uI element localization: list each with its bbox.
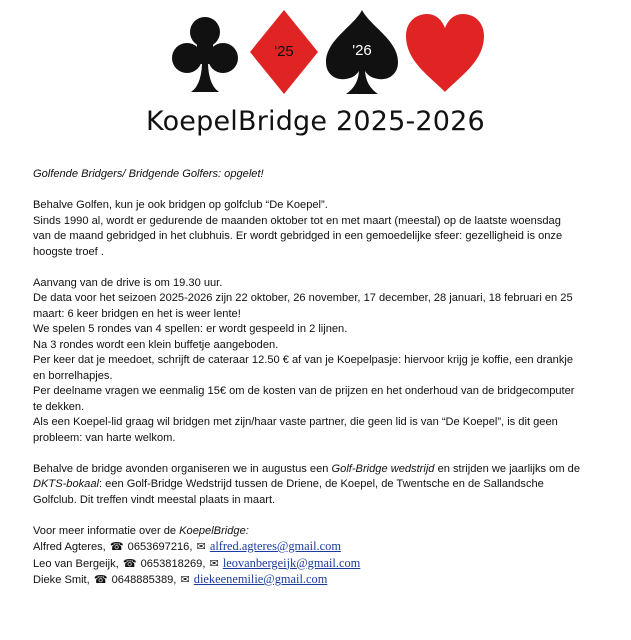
page-title: KoepelBridge 2025-2026 <box>146 106 485 137</box>
phone-icon: ☎ <box>109 541 124 553</box>
paragraph-line: Behalve de bridge avonden organiseren we in augustus een Golf-Bridge wedstrijd en strijden we jaarlijks om de <box>33 462 580 475</box>
contact-row <box>33 556 613 573</box>
paragraph-line: Na 3 rondes wordt een klein buffetje aangeboden. <box>33 338 279 351</box>
mail-icon: ✉ <box>196 541 206 553</box>
paragraph-line: hoogste troef . <box>33 245 104 258</box>
contact-name: Leo van Bergeijk, <box>33 557 119 570</box>
paragraph-line: Sinds 1990 al, wordt er gedurende de maanden oktober tot en met maart (meestal) op de laatste woensdag <box>33 214 561 227</box>
mail-icon: ✉ <box>180 574 190 586</box>
mail-icon: ✉ <box>209 557 219 570</box>
email-link[interactable]: leovanbergeijk@gmail.com <box>222 555 361 570</box>
email-link[interactable]: diekeenemilie@gmail.com <box>193 572 328 586</box>
paragraph-line: maart: 6 keer bridgen en het is weer lente! <box>33 307 241 320</box>
intro-line: Golfende Bridgers/ Bridgende Golfers: opgelet! <box>33 168 264 180</box>
contact-name: Alfred Agteres, <box>33 541 106 553</box>
contact-intro: Voor meer informatie over de KoepelBridge: <box>33 524 249 537</box>
year-right-label: '26 <box>352 42 372 59</box>
contact-row <box>33 572 613 589</box>
contact-phone: 0648885389, <box>111 574 177 586</box>
email-link[interactable]: alfred.agteres@gmail.com <box>209 539 341 553</box>
paragraph-line: Golfclub. Dit treffen vindt meestal plaats in maart. <box>33 493 276 506</box>
document-body <box>33 167 613 589</box>
dkts-trophy: DKTS-bokaal <box>33 478 99 490</box>
paragraph-line: Behalve Golfen, kun je ook bridgen op golfclub “De Koepel”. <box>33 199 328 211</box>
phone-icon: ☎ <box>93 574 108 586</box>
club-icon <box>165 8 245 96</box>
paragraph-line: Aanvang van de drive is om 19.30 uur. <box>33 276 223 289</box>
paragraph-line: te dekken. <box>33 400 85 413</box>
paragraph-line: en borrelhapjes. <box>33 369 113 382</box>
card-suits-banner <box>0 0 631 100</box>
contact-phone: 0653697216, <box>127 541 193 553</box>
diamond-icon <box>244 8 324 96</box>
paragraph-line: van de maand gebridged in het clubhuis. Er wordt gebridged in een gemoedelijke sfeer: gezelligheid is onze <box>33 230 563 242</box>
heart-icon <box>402 8 488 96</box>
phone-icon: ☎ <box>122 557 137 570</box>
paragraph-line: probleem: van harte welkom. <box>33 431 176 444</box>
paragraph-line: DKTS-bokaal: een Golf-Bridge Wedstrijd tussen de Driene, de Koepel, de Twentsche en de Sallandsche <box>33 478 544 490</box>
paragraph-line: De data voor het seizoen 2025-2026 zijn 22 oktober, 26 november, 17 december, 28 januari, 18 februari en 25 <box>33 292 573 304</box>
paragraph-line: Per keer dat je meedoet, schrijft de cateraar 12.50 € af van je Koepelpasje: hiervoor krijg je koffie, een drankje <box>33 354 574 366</box>
contact-name: Dieke Smit, <box>33 574 90 586</box>
paragraph-line: Als een Koepel-lid graag wil bridgen met zijn/haar vaste partner, die geen lid is van “De Koepel”, is dit geen <box>33 416 558 428</box>
paragraph-line: We spelen 5 rondes van 4 spellen: er wordt gespeeld in 2 lijnen. <box>33 323 348 335</box>
golf-bridge-event: Golf-Bridge wedstrijd <box>331 462 435 475</box>
contact-phone: 0653818269, <box>140 557 206 570</box>
spade-icon <box>322 8 402 96</box>
year-left-label: '25 <box>274 43 294 60</box>
paragraph-line: Per deelname vragen we eenmalig 15€ om de kosten van de prijzen en het onderhoud van de bridgecomputer <box>33 385 575 397</box>
contact-row <box>33 539 613 556</box>
